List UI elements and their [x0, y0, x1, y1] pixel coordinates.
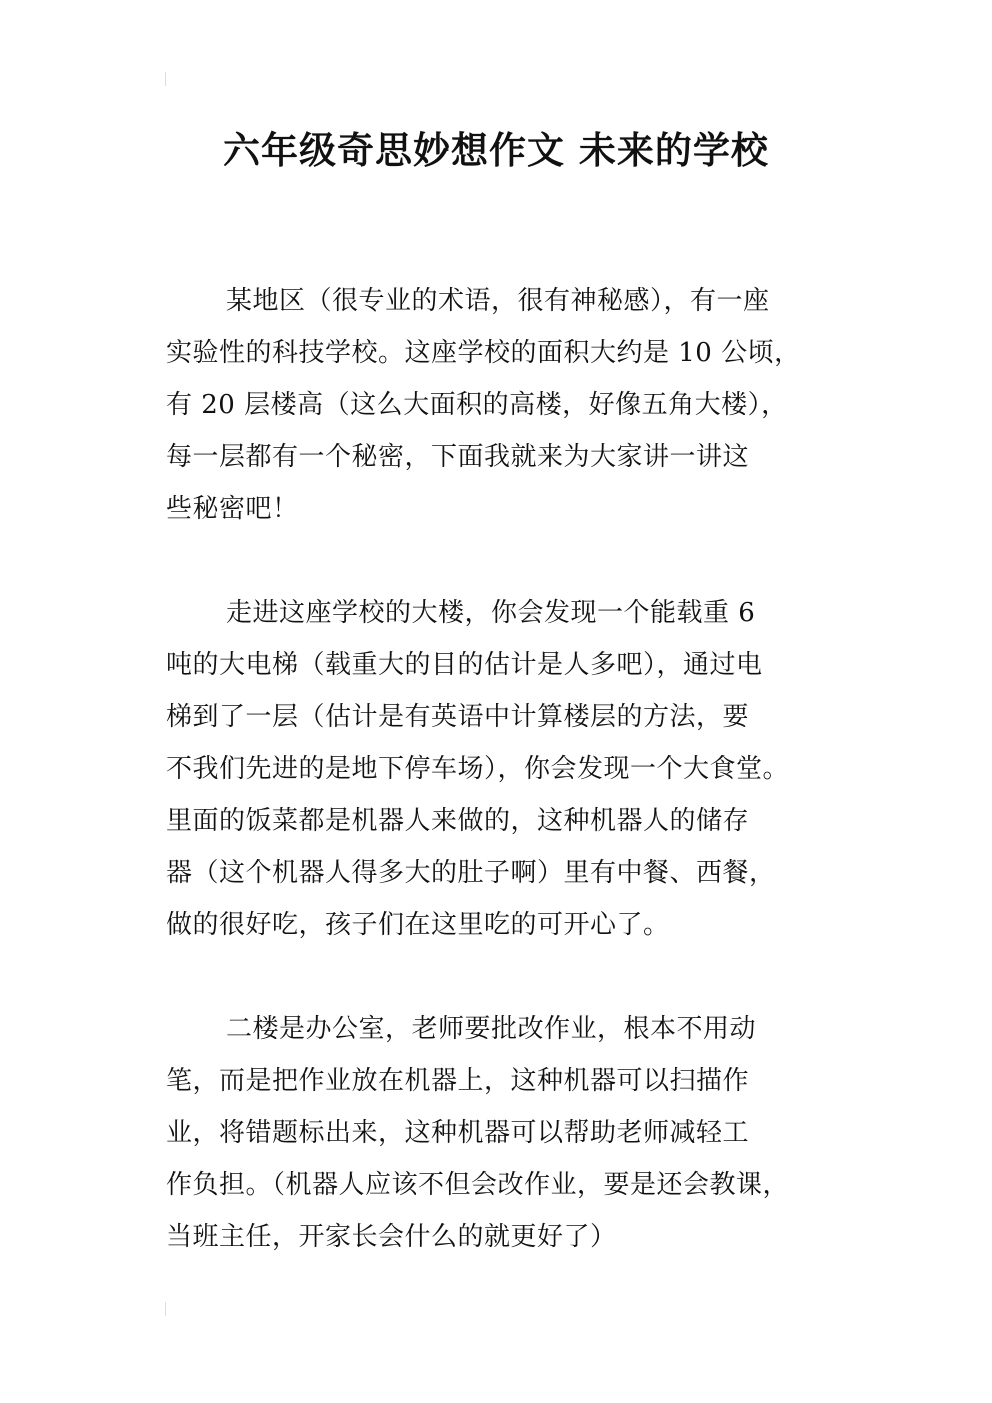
text-line: 吨的大电梯（载重大的目的估计是人多吧），通过电 [166, 650, 763, 680]
document-title: 六年级奇思妙想作文 未来的学校 [223, 129, 769, 172]
text-line: 些秘密吧！ [166, 494, 299, 524]
text-line: 器（这个机器人得多大的肚子啊）里有中餐、西餐， [166, 858, 776, 888]
text-line: 每一层都有一个秘密，下面我就来为大家讲一讲这 [166, 442, 750, 472]
text-line: 走进这座学校的大楼，你会发现一个能载重 6 [226, 598, 756, 628]
text-line: 某地区（很专业的术语，很有神秘感），有一座 [226, 286, 770, 316]
text-line: 二楼是办公室，老师要批改作业，根本不用动 [226, 1014, 757, 1044]
text-line: 里面的饭菜都是机器人来做的，这种机器人的储存 [166, 806, 750, 836]
text-line: 有 20 层楼高（这么大面积的高楼，好像五角大楼）， [166, 390, 788, 420]
text-line: 业，将错题标出来，这种机器可以帮助老师减轻工 [166, 1118, 750, 1148]
paragraph-1 [166, 275, 856, 535]
paragraph-3 [166, 1003, 856, 1263]
page-corner-mark [165, 1302, 166, 1316]
text-line: 当班主任，开家长会什么的就更好了） [166, 1222, 617, 1252]
text-line: 梯到了一层（估计是有英语中计算楼层的方法，要 [166, 702, 750, 732]
page-corner-mark [165, 72, 166, 86]
text-line: 实验性的科技学校。这座学校的面积大约是 10 公顷， [166, 338, 801, 368]
text-line: 做的很好吃，孩子们在这里吃的可开心了。 [166, 910, 670, 940]
text-line: 不我们先进的是地下停车场），你会发现一个大食堂。 [166, 754, 790, 784]
paragraph-2 [166, 587, 856, 951]
text-line: 笔，而是把作业放在机器上，这种机器可以扫描作 [166, 1066, 750, 1096]
text-line: 作负担。（机器人应该不但会改作业，要是还会教课， [166, 1170, 790, 1200]
